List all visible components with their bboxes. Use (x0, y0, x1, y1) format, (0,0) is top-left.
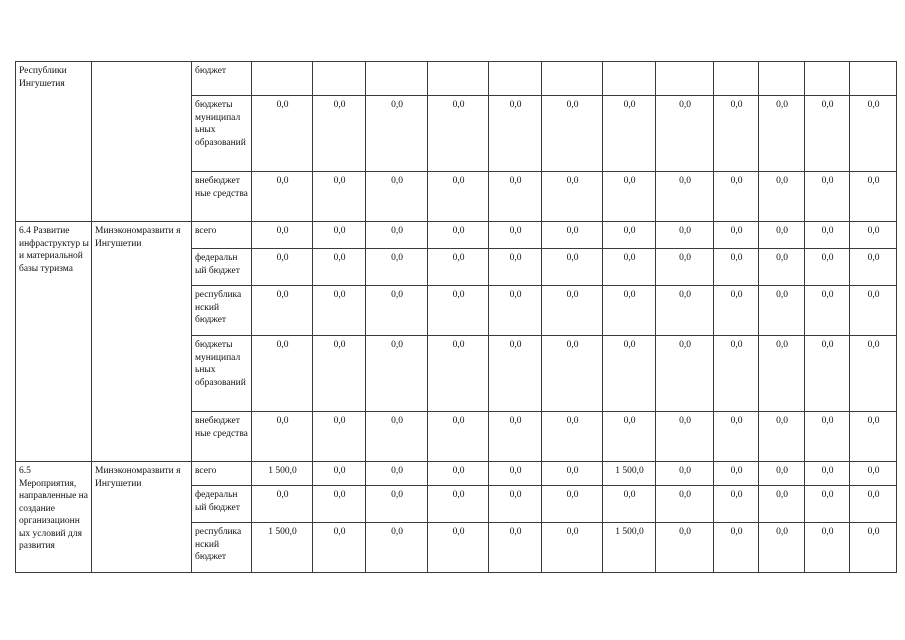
value-cell: 0,0 (252, 412, 313, 462)
value-cell: 0,0 (850, 462, 897, 486)
value-cell (428, 62, 489, 96)
value-cell: 0,0 (603, 172, 656, 222)
value-cell: 0,0 (656, 336, 714, 412)
value-cell: 0,0 (313, 172, 366, 222)
value-cell: 0,0 (366, 462, 428, 486)
table-body (16, 62, 897, 573)
value-cell: 0,0 (656, 286, 714, 336)
value-cell: 0,0 (313, 249, 366, 286)
value-cell (252, 62, 313, 96)
value-cell: 0,0 (714, 462, 759, 486)
value-cell: 0,0 (805, 486, 850, 523)
value-cell: 0,0 (489, 222, 542, 249)
value-cell: 0,0 (805, 462, 850, 486)
value-cell: 1 500,0 (252, 523, 313, 573)
value-cell: 0,0 (759, 222, 805, 249)
value-cell: 0,0 (489, 249, 542, 286)
value-cell: 0,0 (313, 336, 366, 412)
value-cell: 0,0 (759, 486, 805, 523)
value-cell: 0,0 (252, 486, 313, 523)
value-cell: 0,0 (542, 172, 603, 222)
value-cell: 0,0 (542, 462, 603, 486)
value-cell: 0,0 (428, 222, 489, 249)
value-cell: 0,0 (542, 486, 603, 523)
value-cell: 0,0 (603, 486, 656, 523)
measure-name-cell: Республики Ингушетия (16, 62, 92, 222)
value-cell: 0,0 (366, 172, 428, 222)
value-cell: 0,0 (252, 222, 313, 249)
value-cell: 0,0 (428, 96, 489, 172)
funding-source-cell: внебюджет ные средства (192, 412, 252, 462)
value-cell: 0,0 (714, 96, 759, 172)
value-cell: 0,0 (428, 462, 489, 486)
value-cell: 0,0 (313, 523, 366, 573)
value-cell: 0,0 (313, 96, 366, 172)
value-cell: 0,0 (805, 172, 850, 222)
value-cell: 1 500,0 (252, 462, 313, 486)
value-cell (759, 62, 805, 96)
value-cell: 0,0 (603, 412, 656, 462)
value-cell: 0,0 (714, 286, 759, 336)
value-cell: 0,0 (313, 286, 366, 336)
value-cell: 0,0 (656, 462, 714, 486)
value-cell: 0,0 (759, 96, 805, 172)
value-cell (850, 62, 897, 96)
value-cell (714, 62, 759, 96)
value-cell: 0,0 (542, 249, 603, 286)
value-cell: 0,0 (850, 96, 897, 172)
table-row (16, 462, 897, 486)
value-cell: 0,0 (428, 412, 489, 462)
funding-source-cell: федеральн ый бюджет (192, 249, 252, 286)
value-cell: 0,0 (366, 523, 428, 573)
funding-source-cell: всего (192, 462, 252, 486)
value-cell: 0,0 (714, 222, 759, 249)
value-cell: 0,0 (759, 172, 805, 222)
value-cell: 0,0 (489, 486, 542, 523)
funding-source-cell: бюджеты муниципал ьных образований (192, 96, 252, 172)
value-cell: 0,0 (489, 336, 542, 412)
value-cell: 0,0 (714, 412, 759, 462)
value-cell: 0,0 (850, 222, 897, 249)
value-cell: 0,0 (714, 172, 759, 222)
value-cell: 0,0 (850, 172, 897, 222)
value-cell: 0,0 (656, 222, 714, 249)
value-cell: 0,0 (759, 336, 805, 412)
value-cell: 0,0 (252, 172, 313, 222)
value-cell: 0,0 (603, 96, 656, 172)
value-cell: 0,0 (759, 286, 805, 336)
value-cell: 0,0 (603, 249, 656, 286)
funding-source-cell: бюджет (192, 62, 252, 96)
value-cell: 0,0 (366, 96, 428, 172)
value-cell: 0,0 (542, 523, 603, 573)
value-cell: 0,0 (542, 286, 603, 336)
funding-source-cell: федеральн ый бюджет (192, 486, 252, 523)
value-cell: 0,0 (489, 172, 542, 222)
executor-cell: Минэкономразвити я Ингушетии (92, 462, 192, 573)
value-cell: 0,0 (366, 336, 428, 412)
value-cell: 0,0 (656, 172, 714, 222)
value-cell: 0,0 (428, 249, 489, 286)
value-cell: 0,0 (366, 222, 428, 249)
value-cell: 0,0 (759, 412, 805, 462)
value-cell: 0,0 (542, 96, 603, 172)
value-cell: 0,0 (603, 222, 656, 249)
value-cell: 0,0 (366, 286, 428, 336)
value-cell: 0,0 (850, 486, 897, 523)
value-cell: 0,0 (714, 336, 759, 412)
value-cell: 0,0 (805, 523, 850, 573)
value-cell: 0,0 (489, 286, 542, 336)
table-row (16, 62, 897, 96)
value-cell: 0,0 (805, 96, 850, 172)
value-cell: 0,0 (603, 286, 656, 336)
value-cell: 0,0 (805, 336, 850, 412)
value-cell: 0,0 (313, 462, 366, 486)
value-cell (542, 62, 603, 96)
value-cell: 0,0 (805, 222, 850, 249)
value-cell: 0,0 (656, 523, 714, 573)
value-cell: 0,0 (428, 172, 489, 222)
value-cell: 0,0 (603, 336, 656, 412)
value-cell: 0,0 (850, 523, 897, 573)
measure-name-cell: 6.5 Мероприятия, направленные на создание организационн ых условий для развития (16, 462, 92, 573)
value-cell: 1 500,0 (603, 462, 656, 486)
value-cell: 0,0 (759, 523, 805, 573)
value-cell: 0,0 (542, 222, 603, 249)
executor-cell (92, 62, 192, 222)
value-cell: 0,0 (252, 96, 313, 172)
value-cell: 0,0 (489, 96, 542, 172)
value-cell: 0,0 (252, 336, 313, 412)
value-cell (313, 62, 366, 96)
measure-name-cell: 6.4 Развитие инфраструктур ы и материальной базы туризма (16, 222, 92, 462)
value-cell: 0,0 (313, 412, 366, 462)
value-cell: 0,0 (656, 412, 714, 462)
value-cell: 0,0 (714, 523, 759, 573)
value-cell (366, 62, 428, 96)
value-cell: 0,0 (714, 486, 759, 523)
value-cell: 0,0 (366, 249, 428, 286)
value-cell: 0,0 (805, 249, 850, 286)
value-cell: 0,0 (850, 286, 897, 336)
value-cell: 0,0 (428, 523, 489, 573)
value-cell: 0,0 (850, 412, 897, 462)
budget-table (15, 61, 897, 573)
table-row (16, 222, 897, 249)
value-cell (603, 62, 656, 96)
value-cell (656, 62, 714, 96)
value-cell: 0,0 (805, 412, 850, 462)
value-cell: 0,0 (366, 412, 428, 462)
value-cell: 0,0 (252, 286, 313, 336)
value-cell: 0,0 (850, 336, 897, 412)
value-cell: 0,0 (656, 249, 714, 286)
funding-source-cell: республика нский бюджет (192, 286, 252, 336)
value-cell: 0,0 (805, 286, 850, 336)
value-cell: 1 500,0 (603, 523, 656, 573)
value-cell: 0,0 (759, 249, 805, 286)
value-cell: 0,0 (714, 249, 759, 286)
funding-source-cell: всего (192, 222, 252, 249)
value-cell: 0,0 (850, 249, 897, 286)
value-cell: 0,0 (489, 523, 542, 573)
value-cell: 0,0 (252, 249, 313, 286)
value-cell: 0,0 (759, 462, 805, 486)
value-cell: 0,0 (489, 462, 542, 486)
value-cell: 0,0 (656, 96, 714, 172)
funding-source-cell: внебюджет ные средства (192, 172, 252, 222)
funding-source-cell: республика нский бюджет (192, 523, 252, 573)
value-cell: 0,0 (428, 286, 489, 336)
value-cell: 0,0 (313, 486, 366, 523)
value-cell: 0,0 (489, 412, 542, 462)
value-cell (805, 62, 850, 96)
value-cell: 0,0 (542, 336, 603, 412)
value-cell: 0,0 (428, 486, 489, 523)
value-cell: 0,0 (656, 486, 714, 523)
value-cell (489, 62, 542, 96)
value-cell: 0,0 (366, 486, 428, 523)
value-cell: 0,0 (313, 222, 366, 249)
value-cell: 0,0 (428, 336, 489, 412)
executor-cell: Минэкономразвити я Ингушетии (92, 222, 192, 462)
funding-source-cell: бюджеты муниципал ьных образований (192, 336, 252, 412)
value-cell: 0,0 (542, 412, 603, 462)
